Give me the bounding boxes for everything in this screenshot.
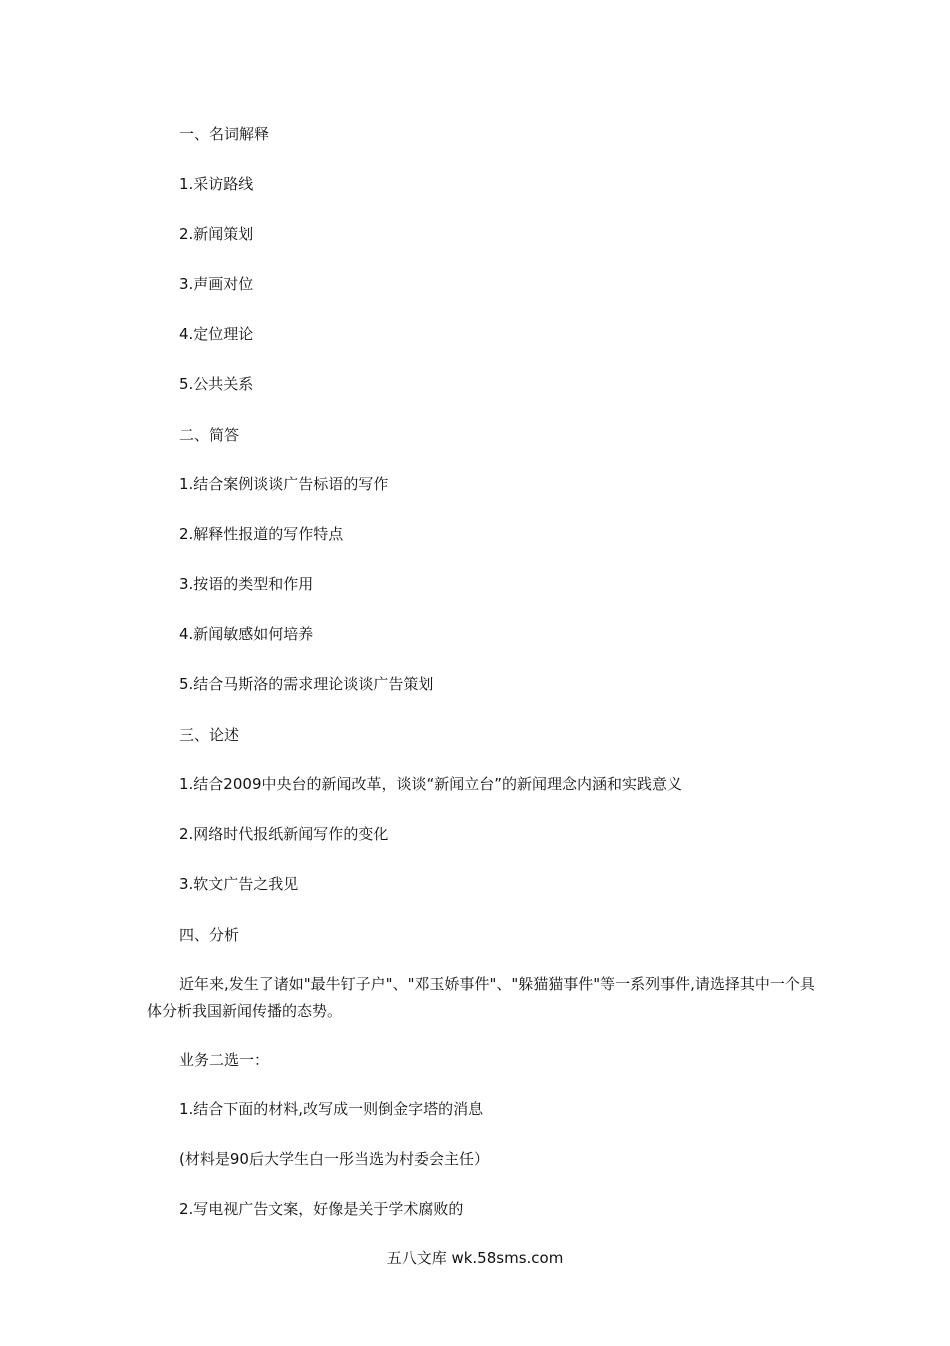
list-item: 4.新闻敏感如何培养 (179, 625, 314, 643)
page-footer: 五八文库 wk.58sms.com (386, 1249, 564, 1267)
section-heading-short-answer: 二、简答 (179, 426, 240, 444)
list-item: 3.声画对位 (179, 275, 254, 293)
list-item: 3.软文广告之我见 (179, 875, 299, 893)
list-item: 5.公共关系 (179, 375, 254, 393)
list-item: 1.采访路线 (179, 175, 254, 193)
list-item: 4.定位理论 (179, 325, 254, 343)
section-heading-essay: 三、论述 (179, 726, 240, 744)
list-item: 3.按语的类型和作用 (179, 575, 314, 593)
section-heading-practice: 业务二选一： (179, 1051, 270, 1069)
list-item: 5.结合马斯洛的需求理论谈谈广告策划 (179, 675, 434, 693)
list-item: 1.结合案例谈谈广告标语的写作 (179, 475, 389, 493)
analysis-paragraph: 近年来,发生了诸如"最牛钉子户"、"邓玉娇事件"、"躲猫猫事件"等一系列事件,请选择其中一个具体分析我国新闻传播的态势。 (147, 975, 815, 1020)
list-item: 2.网络时代报纸新闻写作的变化 (179, 825, 389, 843)
section-heading-terms: 一、名词解释 (179, 125, 270, 143)
section-heading-analysis: 四、分析 (179, 926, 240, 944)
list-item: 1.结合下面的材料,改写成一则倒金字塔的消息 (179, 1100, 484, 1118)
list-item: 2.写电视广告文案，好像是关于学术腐败的 (179, 1200, 464, 1218)
list-item: (材料是90后大学生白一彤当选为村委会主任） (179, 1150, 489, 1168)
list-item: 2.解释性报道的写作特点 (179, 525, 344, 543)
list-item: 1.结合2009中央台的新闻改革，谈谈“新闻立台”的新闻理念内涵和实践意义 (179, 775, 683, 793)
list-item: 2.新闻策划 (179, 225, 254, 243)
